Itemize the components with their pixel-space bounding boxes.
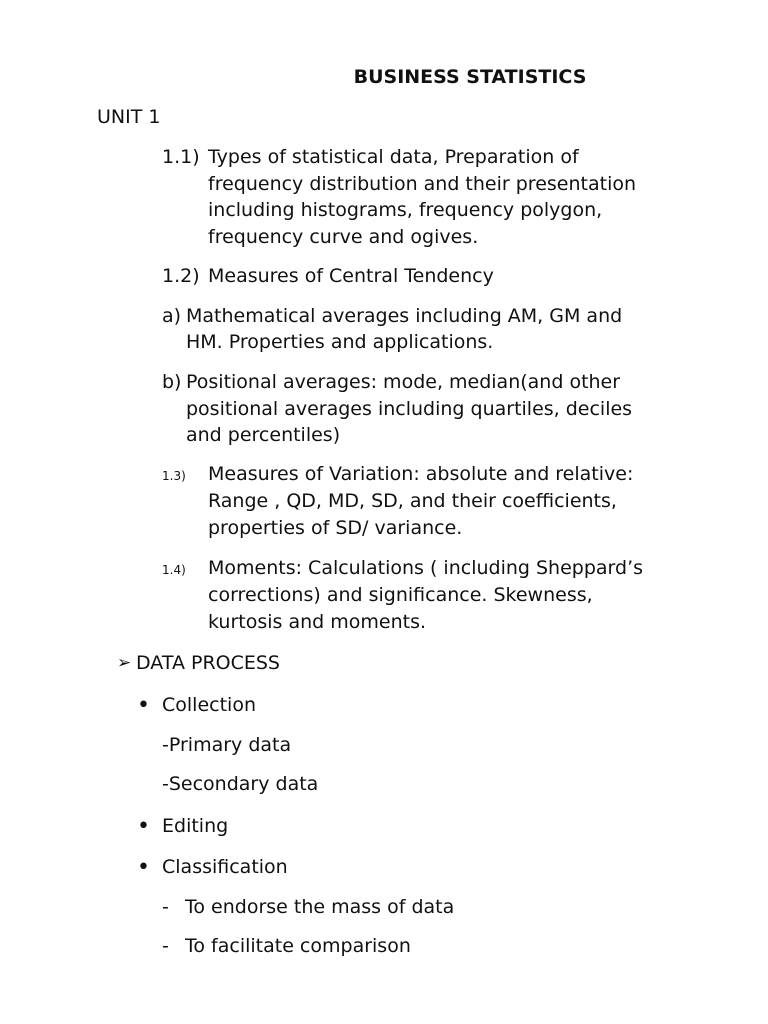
dash-marker: -: [162, 896, 169, 918]
section-1-3-line-1: Measures of Variation: absolute and relative:: [208, 463, 634, 485]
unit-heading: UNIT 1: [97, 106, 161, 128]
section-1-3-number: 1.3): [162, 469, 186, 483]
list-item-primary-data: -Primary data: [162, 734, 292, 756]
arrow-bullet-icon: ➢: [117, 653, 132, 673]
item-a-line-1: Mathematical averages including AM, GM and: [186, 305, 623, 327]
list-item-editing: Editing: [162, 815, 229, 837]
section-1-3-line-3: properties of SD/ variance.: [208, 517, 463, 539]
bullet-icon: •: [137, 693, 150, 718]
section-1-4-line-1: Moments: Calculations ( including Sheppard’s: [208, 557, 644, 579]
list-item-classification: Classification: [162, 856, 288, 878]
list-item-facilitate-comparison: To facilitate comparison: [185, 935, 411, 957]
bullet-icon: •: [137, 855, 150, 880]
section-1-1-line-1: Types of statistical data, Preparation of: [208, 146, 579, 168]
section-1-1-line-4: frequency curve and ogives.: [208, 226, 479, 248]
section-1-3-line-2: Range , QD, MD, SD, and their coefficients,: [208, 490, 617, 512]
document-title: BUSINESS STATISTICS: [353, 66, 587, 88]
list-item-secondary-data: -Secondary data: [162, 773, 319, 795]
section-1-4-line-2: corrections) and significance. Skewness,: [208, 584, 593, 606]
item-b-line-1: Positional averages: mode, median(and other: [186, 371, 621, 393]
item-b-line-2: positional averages including quartiles, deciles: [186, 398, 633, 420]
section-1-2-heading: Measures of Central Tendency: [208, 265, 494, 287]
item-b-line-3: and percentiles): [186, 424, 341, 446]
item-b-marker: b): [162, 371, 182, 393]
dash-marker: -: [162, 935, 169, 957]
item-a-line-2: HM. Properties and applications.: [186, 331, 494, 353]
section-1-4-line-3: kurtosis and moments.: [208, 611, 427, 633]
bullet-icon: •: [137, 814, 150, 839]
section-1-1-number: 1.1): [162, 146, 200, 168]
section-1-4-number: 1.4): [162, 563, 186, 577]
section-1-2-number: 1.2): [162, 265, 200, 287]
section-1-1-line-3: including histograms, frequency polygon,: [208, 199, 603, 221]
list-item-endorse-mass: To endorse the mass of data: [185, 896, 455, 918]
list-item-collection: Collection: [162, 694, 256, 716]
item-a-marker: a): [162, 305, 182, 327]
section-1-1-line-2: frequency distribution and their presentation: [208, 173, 637, 195]
data-process-heading: DATA PROCESS: [136, 652, 280, 674]
